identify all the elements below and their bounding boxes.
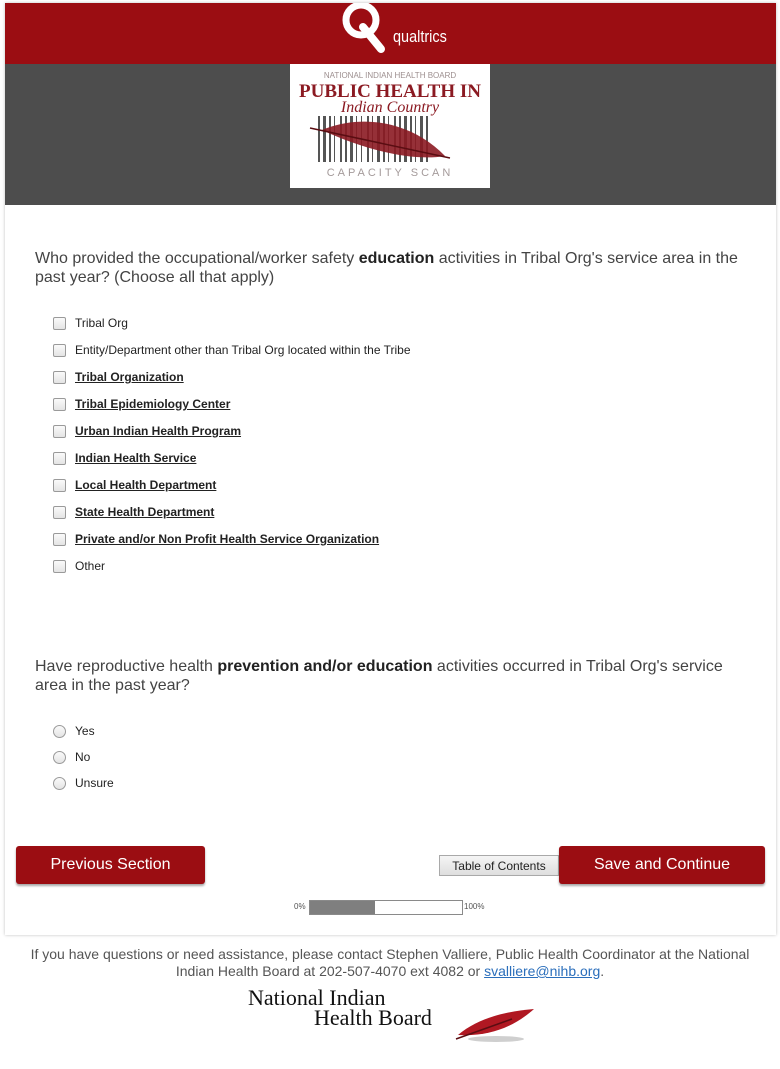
question-2-text: Have reproductive health prevention and/or education activities occurred in Tribal Org's service area in the past year? [35, 658, 723, 694]
svg-text:Indian Country: Indian Country [340, 99, 440, 116]
progress-fill [310, 901, 375, 914]
footer-contact: If you have questions or need assistance, please contact Stephen Valliere, Public Health Coordinator at the National Indian Health Board at 202-507-4070 ext 4082 or svalliere@nihb.org. [30, 946, 750, 979]
q1-option[interactable]: Entity/Department other than Tribal Org located within the Tribe [53, 340, 411, 360]
feather-icon [454, 1005, 536, 1043]
progress-bar [309, 900, 463, 915]
q1-option[interactable]: Other [53, 556, 105, 576]
barcode-bar [340, 116, 342, 162]
q1-option[interactable]: Urban Indian Health Program [53, 421, 241, 441]
capacity-scan-logo-art [290, 64, 490, 188]
svg-text:CAPACITY SCAN: CAPACITY SCAN [326, 167, 454, 179]
survey-frame [5, 3, 776, 935]
survey-banner [5, 64, 776, 205]
barcode-bar [323, 116, 326, 162]
radio-button[interactable] [53, 751, 66, 764]
checkbox[interactable] [53, 398, 66, 411]
qualtrics-q-logo [335, 3, 391, 53]
q1-option[interactable]: Private and/or Non Profit Health Service Organization [53, 529, 379, 549]
barcode-bar [318, 116, 320, 162]
checkbox[interactable] [53, 506, 66, 519]
radio-button[interactable] [53, 725, 66, 738]
contact-email-link[interactable]: svalliere@nihb.org [484, 963, 601, 979]
qualtrics-header [5, 3, 776, 64]
q1-option[interactable]: State Health Department [53, 502, 214, 522]
checkbox[interactable] [53, 317, 66, 330]
checkbox[interactable] [53, 452, 66, 465]
checkbox[interactable] [53, 371, 66, 384]
radio-button[interactable] [53, 777, 66, 790]
checkbox[interactable] [53, 425, 66, 438]
q1-option[interactable]: Tribal Organization [53, 367, 184, 387]
barcode-bar [329, 116, 331, 162]
barcode-bar [334, 116, 335, 162]
question-1-text: Who provided the occupational/worker safety education activities in Tribal Org's service area in the past year? (Choose all that apply) [35, 250, 738, 286]
q2-option-yes[interactable]: Yes [53, 721, 95, 741]
progress-start-label: 0% [294, 902, 306, 911]
svg-text:PUBLIC HEALTH IN: PUBLIC HEALTH IN [299, 81, 481, 102]
checkbox[interactable] [53, 560, 66, 573]
q2-option-unsure[interactable]: Unsure [53, 773, 114, 793]
q1-option[interactable]: Indian Health Service [53, 448, 196, 468]
capacity-scan-logo [290, 64, 490, 188]
checkbox[interactable] [53, 479, 66, 492]
q2-option-no[interactable]: No [53, 747, 90, 767]
checkbox[interactable] [53, 344, 66, 357]
qualtrics-wordmark: qualtrics [393, 27, 447, 46]
nihb-logo: National Indian Health Board [246, 985, 546, 1045]
svg-text:NATIONAL INDIAN HEALTH BOARD: NATIONAL INDIAN HEALTH BOARD [323, 71, 457, 80]
previous-section-button[interactable]: Previous Section [16, 846, 205, 884]
table-of-contents-button[interactable]: Table of Contents [439, 855, 559, 876]
q1-option[interactable]: Local Health Department [53, 475, 216, 495]
q1-option[interactable]: Tribal Org [53, 313, 128, 333]
checkbox[interactable] [53, 533, 66, 546]
q1-option[interactable]: Tribal Epidemiology Center [53, 394, 230, 414]
save-and-continue-button[interactable]: Save and Continue [559, 846, 765, 884]
progress-end-label: 100% [464, 902, 485, 911]
